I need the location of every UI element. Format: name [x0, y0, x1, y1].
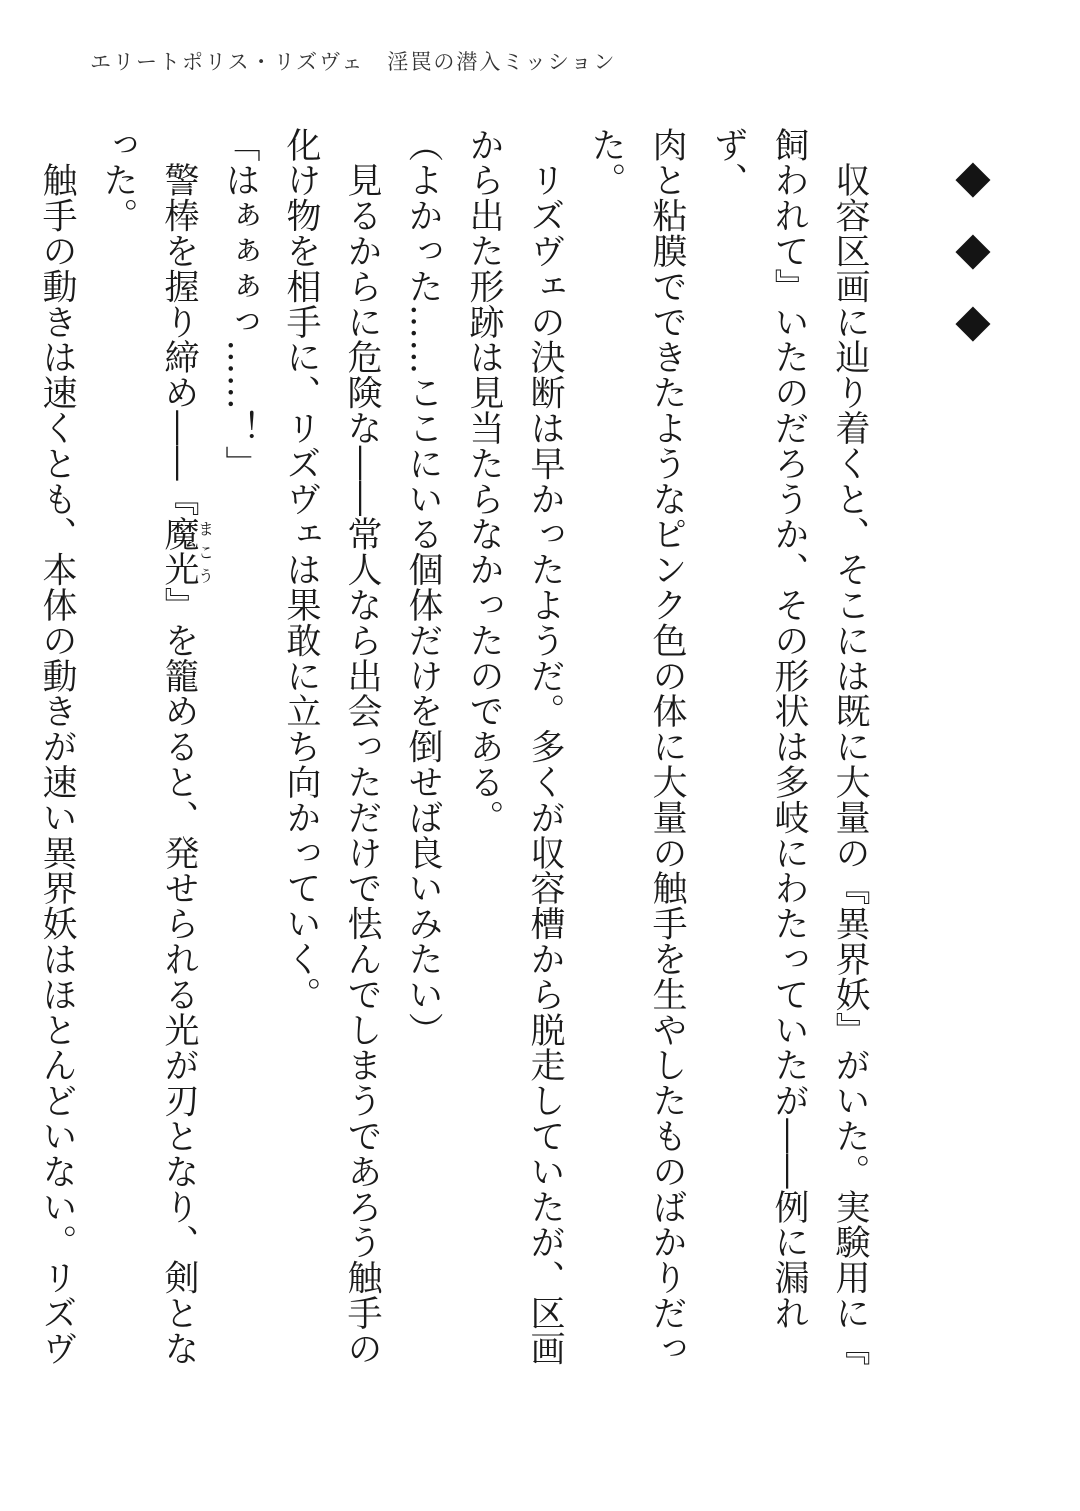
text-line: 化け物を相手に、リズヴェは果敢に立ち向かっていく。: [281, 127, 321, 1012]
body-text: [37, 127, 880, 1389]
text-line: 飼われて』いたのだろうか、その形状は多岐にわたっていたが――例に漏れず、: [708, 127, 809, 1331]
diamond-icon: ◆: [955, 293, 991, 347]
diamond-icon: ◆: [955, 149, 991, 203]
diamond-icon: ◆: [955, 221, 991, 275]
furigana: まこう: [195, 516, 215, 588]
text-line: た。: [586, 127, 626, 198]
text-line: 「はぁぁぁっ……！」: [220, 127, 260, 481]
text-line: （よかった……ここにいる個体だけを倒せば良いみたい）: [403, 127, 443, 1048]
text-line: 警棒を握り締め――『魔光まこう』を籠めると、発せられる光が刃となり、剣とな: [159, 127, 215, 1367]
ruby-term: 魔光まこう: [159, 516, 215, 588]
text-line: った。: [98, 127, 138, 234]
running-header-title: エリートポリス・リズヴェ 淫罠の潜入ミッション: [90, 50, 617, 74]
scene-break-separator: [950, 149, 996, 372]
text-line: リズヴェの決断は早かったようだ。多くが収容槽から脱走していたが、区画: [525, 127, 565, 1366]
text-line: 触手の動きは速くとも、本体の動きが速い異界妖はほとんどいない。リズヴ: [37, 127, 77, 1366]
text-line: から出た形跡は見当たらなかったのである。: [464, 127, 504, 835]
text-line: 収容区画に辿り着くと、そこには既に大量の『異界妖』がいた。実験用に『: [830, 127, 870, 1366]
text-line: 見るからに危険な――常人なら出会っただけで怯んでしまうであろう触手の: [342, 127, 382, 1366]
text-line: 肉と粘膜でできたようなピンク色の体に大量の触手を生やしたものばかりだっ: [647, 127, 687, 1366]
